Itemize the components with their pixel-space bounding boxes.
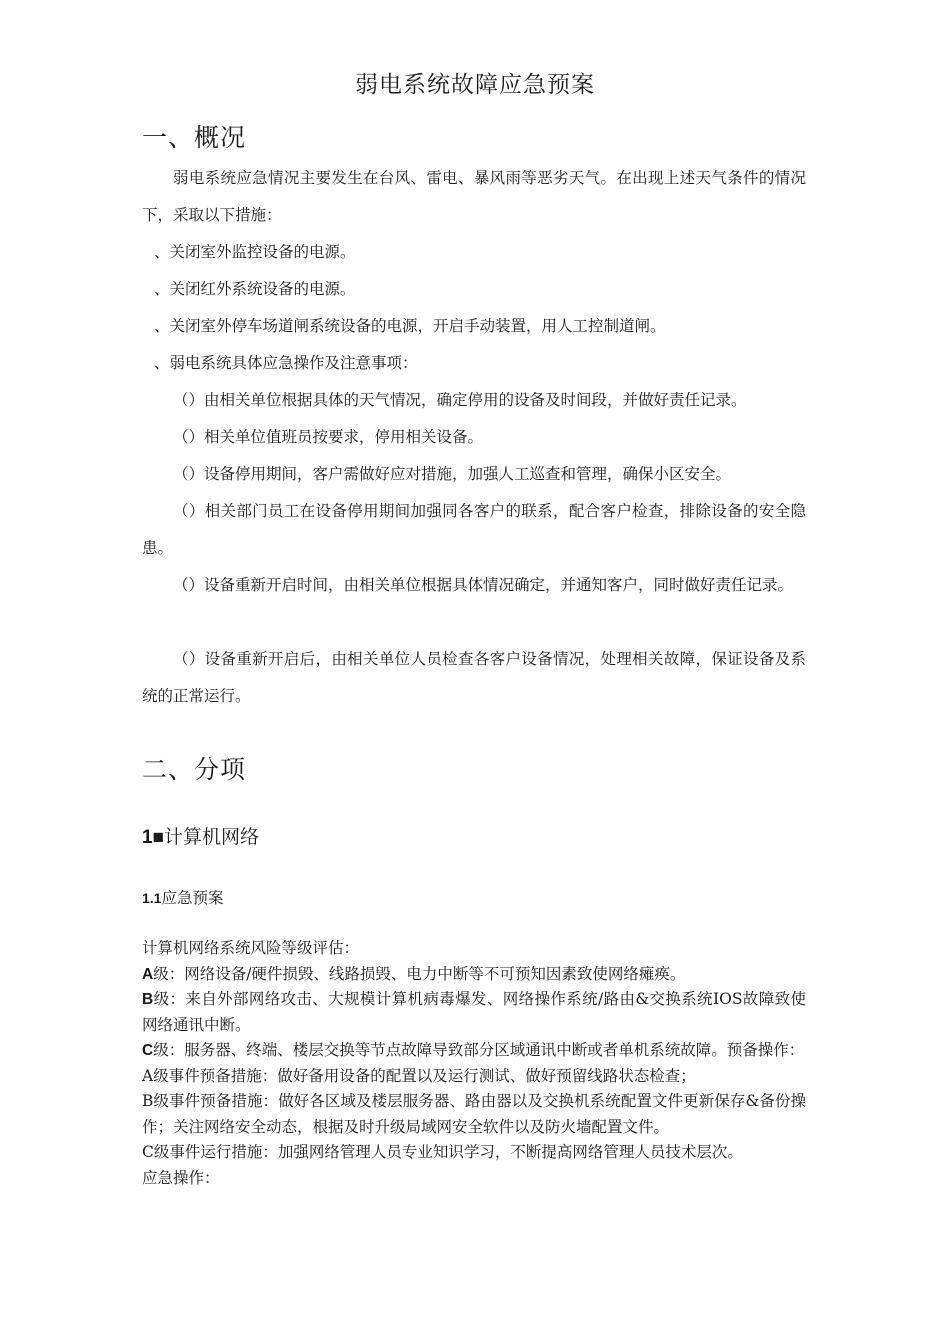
risk-level-a-line <box>142 962 806 988</box>
section-heading-overview: 一、概况 <box>142 123 247 152</box>
sub-item-4: （）相关部门员工在设备停用期间加强同各客户的联系，配合客户检查，排除设备的安全隐患。 <box>142 502 806 557</box>
risk-level-text: 级：网络设备/硬件损毁、线路损毁、电力中断等不可预知因素致使网络瘫痪。 <box>153 964 686 983</box>
subsection-title: 应急预案 <box>161 889 224 907</box>
subsection-heading-emergency-plan <box>142 886 223 908</box>
measure-item-2: 、关闭红外系统设备的电源。 <box>154 280 356 298</box>
sub-item-6: （）设备重新开启后，由相关单位人员检查各客户设备情况，处理相关故障，保证设备及系统的正常运行。 <box>142 650 806 705</box>
risk-level-b-line <box>142 987 806 1038</box>
risk-level-text: 级：服务器、终端、楼层交换等节点故障导致部分区域通讯中断或者单机系统故障。预备操作： <box>153 1041 805 1059</box>
document-title: 弱电系统故障应急预案 <box>355 72 595 98</box>
subsection-heading-computer-network <box>142 822 259 849</box>
measure-item-3: 、关闭室外停车场道闸系统设备的电源，开启手动装置，用人工控制道闸。 <box>154 317 666 335</box>
run-measure-c-line: C级事件运行措施：加强网络管理人员专业知识学习，不断提高网络管理人员技术层次。 <box>142 1143 743 1161</box>
subsection-number: 1■ <box>142 827 165 848</box>
risk-level-label: C <box>142 1042 154 1059</box>
sub-item-5: （）设备重新开启时间，由相关单位根据具体情况确定，并通知客户，同时做好责任记录。 <box>173 576 794 594</box>
prep-measure-a-line: A级事件预备措施：做好备用设备的配置以及运行测试、做好预留线路状态检查； <box>142 1066 696 1085</box>
section-heading-items: 二、分项 <box>142 755 247 784</box>
measure-item-1: 、关闭室外监控设备的电源。 <box>154 243 356 261</box>
sub-item-3: （）设备停用期间，客户需做好应对措施，加强人工巡查和管理，确保小区安全。 <box>173 465 732 483</box>
sub-item-2: （）相关单位值班员按要求，停用相关设备。 <box>173 428 484 446</box>
risk-assessment-block <box>142 936 806 1191</box>
overview-intro-paragraph: 弱电系统应急情况主要发生在台风、雷电、暴风雨等恶劣天气。在出现上述天气条件的情况下，采取以下措施： <box>142 169 806 224</box>
risk-assessment-line: 计算机网络系统风险等级评估： <box>142 939 360 957</box>
emergency-operation-line: 应急操作： <box>142 1168 220 1187</box>
risk-level-c-line <box>142 1038 806 1064</box>
risk-level-text: 级：来自外部网络攻击、大规模计算机病毒爆发、网络操作系统/路由&交换系统IOS故障致使网络通讯中断。 <box>142 990 806 1034</box>
prep-measure-b-line: B级事件预备措施：做好各区域及楼层服务器、路由器以及交换机系统配置文件更新保存&备份操作；关注网络安全动态，根据及时升级局域网安全软件以及防火墙配置文件。 <box>142 1092 806 1136</box>
sub-item-1: （）由相关单位根据具体的天气情况，确定停用的设备及时间段，并做好责任记录。 <box>173 391 747 409</box>
risk-level-label: B <box>142 991 154 1008</box>
measure-item-4: 、弱电系统具体应急操作及注意事项： <box>154 354 418 372</box>
risk-level-label: A <box>142 965 154 983</box>
subsection-number: 1.1 <box>142 890 162 906</box>
subsection-title: 计算机网络 <box>164 826 260 848</box>
